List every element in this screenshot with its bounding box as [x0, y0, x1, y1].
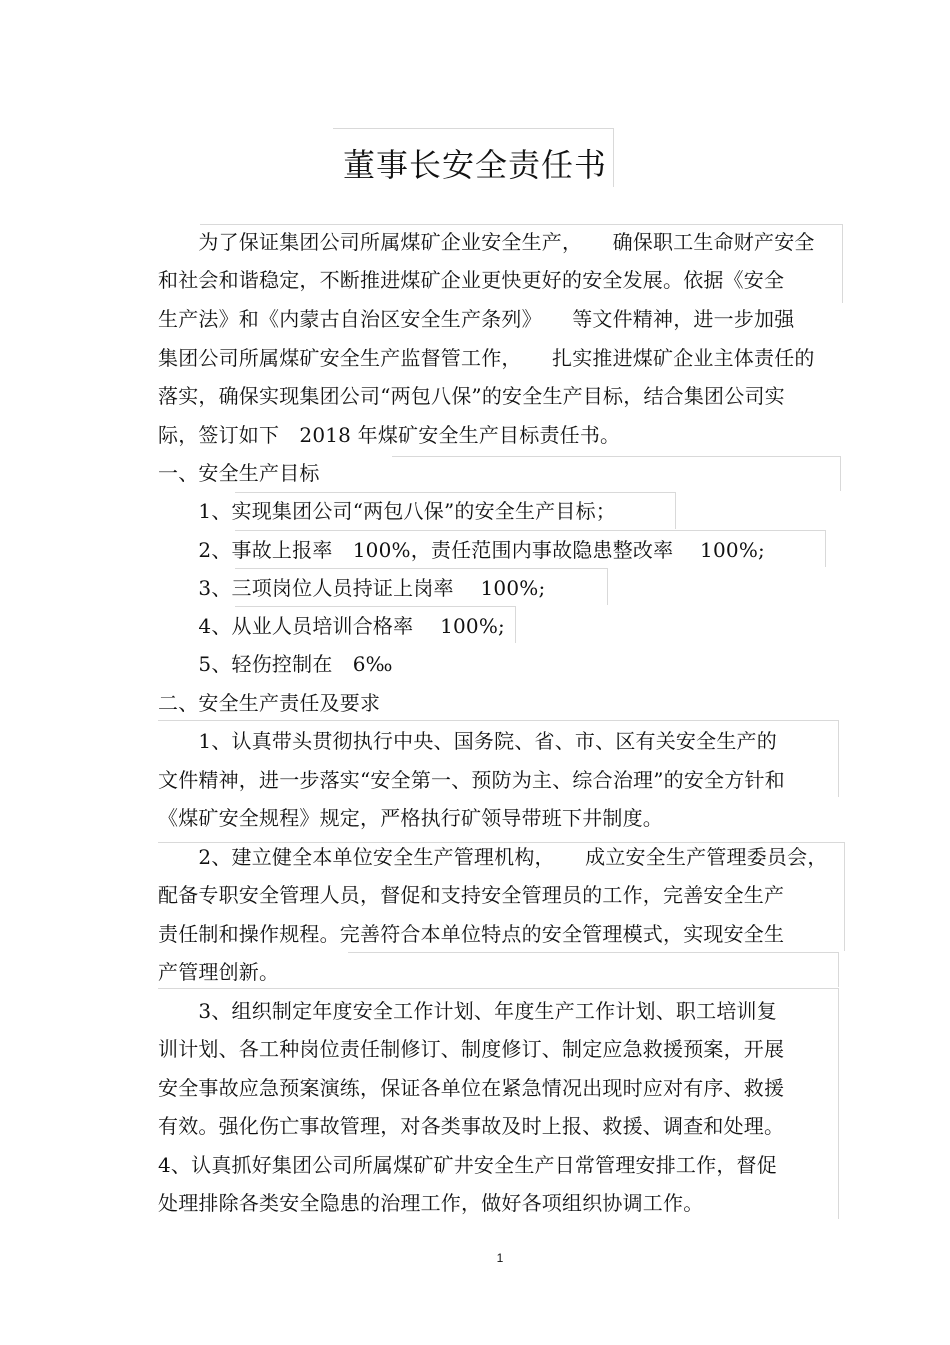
body-line: 产管理创新。	[158, 960, 280, 984]
body-line: 际，签订如下 2018 年煤矿安全生产目标责任书。	[158, 423, 621, 447]
body-line: 处理排除各类安全隐患的治理工作，做好各项组织协调工作。	[158, 1191, 704, 1215]
body-line: 4、从业人员培训合格率 100%;	[158, 614, 505, 638]
body-line: 2、建立健全本单位安全生产管理机构， 成立安全生产管理委员会，	[158, 845, 828, 869]
document-title: 董事长安全责任书	[342, 146, 607, 184]
body-line: 一、安全生产目标	[158, 461, 320, 485]
body-line: 5、轻伤控制在 6‰	[158, 652, 393, 676]
body-line: 4、认真抓好集团公司所属煤矿矿井安全生产日常管理安排工作，督促	[158, 1153, 777, 1177]
body-line: 文件精神，进一步落实“安全第一、预防为主、综合治理”的安全方针和	[158, 768, 785, 792]
body-line: 训计划、各工种岗位责任制修订、制度修订、制定应急救援预案，开展	[158, 1037, 785, 1061]
body-line: 1、实现集团公司“两包八保”的安全生产目标；	[158, 499, 616, 523]
body-line: 1、认真带头贯彻执行中央、国务院、省、市、区有关安全生产的	[158, 729, 777, 753]
page-number: 1	[496, 1251, 504, 1265]
body-line: 2、事故上报率 100%，责任范围内事故隐患整改率 100%;	[158, 538, 765, 562]
body-line: 和社会和谐稳定，不断推进煤矿企业更快更好的安全发展。依据《安全	[158, 268, 785, 292]
body-line: 落实，确保实现集团公司“两包八保”的安全生产目标，结合集团公司实	[158, 384, 785, 408]
body-line: 二、安全生产责任及要求	[158, 691, 381, 715]
body-line: 责任制和操作规程。完善符合本单位特点的安全管理模式，实现安全生	[158, 922, 785, 946]
body-line: 生产法》和《内蒙古自治区安全生产条列》 等文件精神，进一步加强	[158, 307, 795, 331]
body-line: 3、三项岗位人员持证上岗率 100%;	[158, 576, 546, 600]
body-line: 《煤矿安全规程》规定，严格执行矿领导带班下井制度。	[158, 806, 663, 830]
body-line: 安全事故应急预案演练，保证各单位在紧急情况出现时应对有序、救援	[158, 1076, 785, 1100]
body-line: 3、组织制定年度安全工作计划、年度生产工作计划、职工培训复	[158, 999, 777, 1023]
body-line: 为了保证集团公司所属煤矿企业安全生产， 确保职工生命财产安全	[158, 230, 815, 254]
body-line: 配备专职安全管理人员，督促和支持安全管理员的工作，完善安全生产	[158, 883, 785, 907]
body-line: 有效。强化伤亡事故管理，对各类事故及时上报、救援、调查和处理。	[158, 1114, 785, 1138]
body-line: 集团公司所属煤矿安全生产监督管工作， 扎实推进煤矿企业主体责任的	[158, 346, 815, 370]
